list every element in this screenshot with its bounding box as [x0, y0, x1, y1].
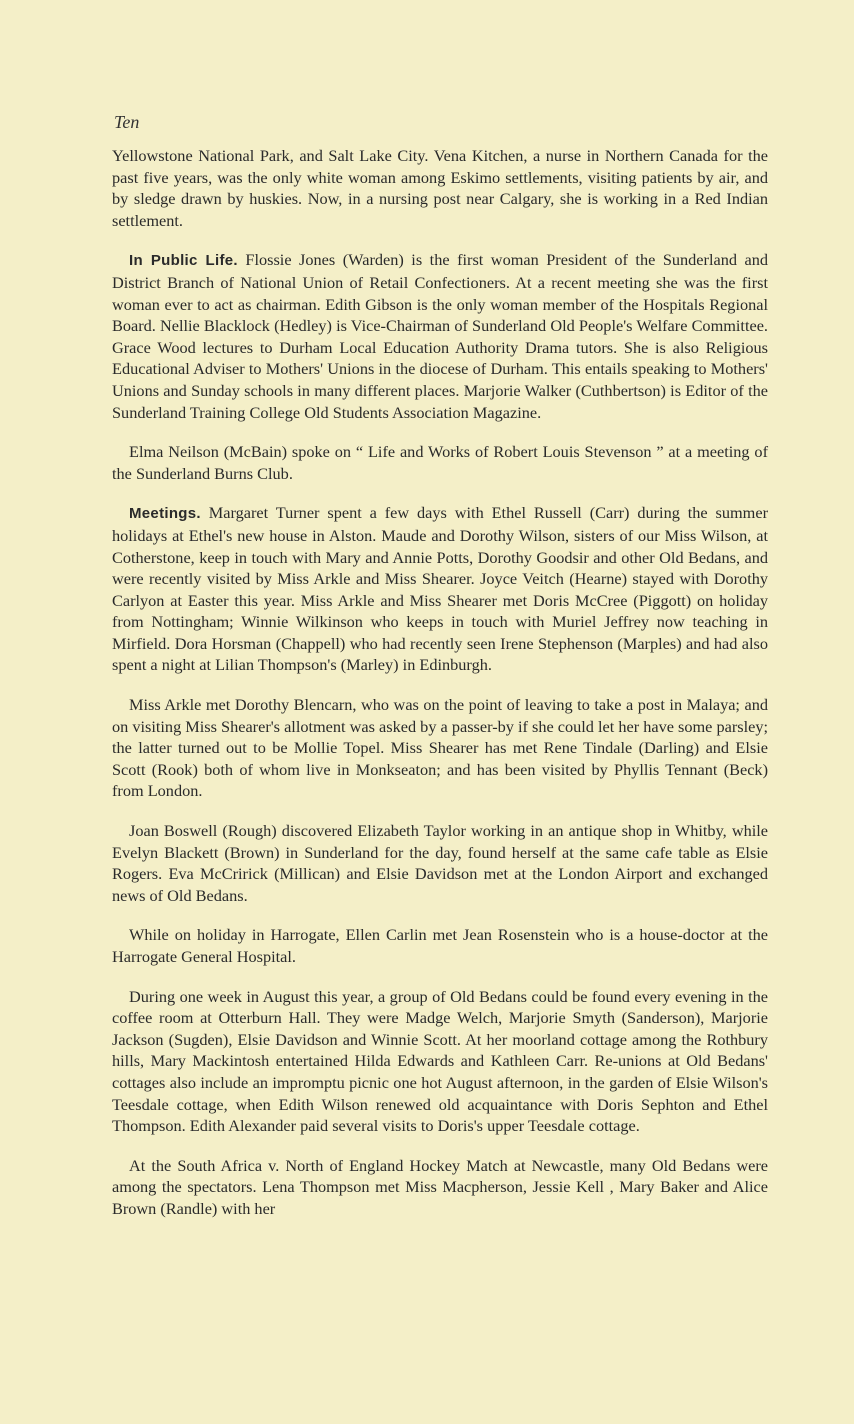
paragraph-text: Elma Neilson (McBain) spoke on “ Life and Works of Robert Louis Stevenson ” at a meeting of the Sunderland Burns Club. [112, 442, 768, 483]
page-number: Ten [114, 112, 140, 132]
paragraph-text: At the South Africa v. North of England Hockey Match at Newcastle, many Old Bedans were among the spectators. Lena Thompson met Miss Macpherson, Jessie Kell , Mary Baker and Alice Brown (Randle) with her [112, 1155, 768, 1218]
paragraph [112, 986, 768, 1137]
paragraph-text: Margaret Turner spent a few days with Ethel Russell (Carr) during the summer holidays at Ethel's new house in Alston. Maude and Dorothy Wilson, sisters of our Miss Wilson, at Cotherstone, keep in touch with Mary and Annie Potts, Dorothy Goodsir and other Old Bedans, and were recently visited by Miss Arkle and Miss Shearer. Joyce Veitch (Hearne) stayed with Dorothy Carlyon at Easter this year. Miss Arkle and Miss Shearer met Doris McCree (Piggott) on holiday from Nottingham; Winnie Wilkinson who keeps in touch with Muriel Jeffrey now teaching in Mirfield. Dora Horsman (Chappell) who had recently seen Irene Stephenson (Marples) and had also spent a night at Lilian Thompson's (Marley) in Edinburgh. [112, 503, 768, 675]
paragraph [112, 1155, 768, 1220]
section-heading: Meetings. [129, 505, 201, 523]
paragraph-text: Yellowstone National Park, and Salt Lake City. Vena Kitchen, a nurse in Northern Canada for the past five years, was the only white woman among Eskimo settlements, visiting patients by air, and by sledge drawn by huskies. Now, in a nursing post near Calgary, she is working in a Red Indian settlement. [112, 146, 768, 230]
paragraph [112, 145, 768, 231]
body-text [112, 145, 768, 1238]
section-heading: In Public Life. [129, 252, 238, 270]
paragraph-public-life [112, 249, 768, 423]
paragraph [112, 441, 768, 484]
paragraph-meetings [112, 502, 768, 676]
paragraph-text: Joan Boswell (Rough) discovered Elizabeth Taylor working in an antique shop in Whitby, while Evelyn Blackett (Brown) in Sunderland for the day, found herself at the same cafe table as Elsie Rogers. Eva McCririck (Millican) and Elsie Davidson met at the London Airport and exchanged news of Old Bedans. [112, 821, 768, 905]
paragraph-text: Flossie Jones (Warden) is the first woman President of the Sunderland and District Branch of National Union of Retail Confectioners. At a recent meeting she was the first woman ever to act as chairman. Edith Gibson is the only woman member of the Hospitals Regional Board. Nellie Blacklock (Hedley) is Vice-Chairman of Sunderland Old People's Welfare Committee. Grace Wood lectures to Durham Local Education Authority Drama tutors. She is also Religious Educational Adviser to Mothers' Unions in the diocese of Durham. This entails speaking to Mothers' Unions and Sunday schools in many different places. Marjorie Walker (Cuthbertson) is Editor of the Sunderland Training College Old Students Association Magazine. [112, 250, 768, 422]
paragraph-text: Miss Arkle met Dorothy Blencarn, who was on the point of leaving to take a post in Malaya; and on visiting Miss Shearer's allotment was asked by a passer-by if she could let her have some parsley; the latter turned out to be Mollie Topel. Miss Shearer has met Rene Tindale (Darling) and Elsie Scott (Rook) both of whom live in Monkseaton; and has been visited by Phyllis Tennant (Beck) from London. [112, 695, 768, 801]
paragraph-text: While on holiday in Harrogate, Ellen Carlin met Jean Rosenstein who is a house-doctor at the Harrogate General Hospital. [112, 925, 768, 966]
paragraph [112, 820, 768, 906]
paragraph [112, 924, 768, 967]
paragraph-text: During one week in August this year, a group of Old Bedans could be found every evening in the coffee room at Otterburn Hall. They were Madge Welch, Marjorie Smyth (Sanderson), Marjorie Jackson (Sugden), Elsie Davidson and Winnie Scott. At her moorland cottage among the Rothbury hills, Mary Mackintosh entertained Hilda Edwards and Kathleen Carr. Re-unions at Old Bedans' cottages also include an impromptu picnic one hot August afternoon, in the garden of Elsie Wilson's Teesdale cottage, when Edith Wilson renewed old acquaintance with Doris Sephton and Ethel Thompson. Edith Alexander paid several visits to Doris's upper Teesdale cottage. [112, 986, 768, 1136]
paragraph [112, 694, 768, 802]
